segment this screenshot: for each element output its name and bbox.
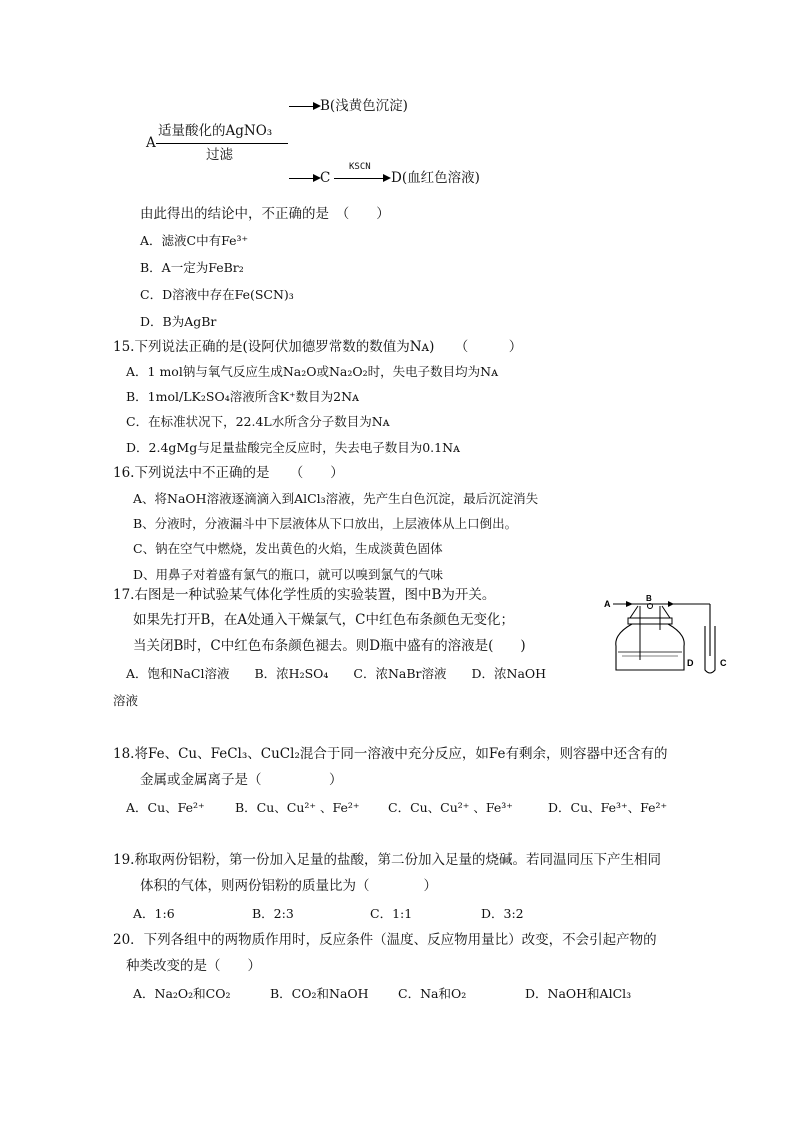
lower-arrow-2 [334,178,389,179]
q15-option-b: B．1mol/LK₂SO₄溶液所含K⁺数目为2Nᴀ [126,389,360,404]
q19-option-a: A．1:6 [133,906,175,921]
q20-option-c: C．Na和O₂ [398,986,467,1001]
q14-option-c: C．D溶液中存在Fe(SCN)₃ [140,287,294,302]
q18-line2: 金属或金属离子是（ ） [140,772,343,788]
q20-option-b: B．CO₂和NaOH [270,986,369,1001]
q20-line2: 种类改变的是（ ） [126,958,261,974]
fig-label-b: B [646,594,652,603]
scheme-fraction-line [156,143,288,144]
q16-option-d: D、用鼻子对着盛有氯气的瓶口，就可以嗅到氯气的气味 [133,567,444,582]
fig-label-c: C [720,658,727,668]
q17-options-wrap: 溶液 [113,693,139,708]
q14-option-d: D．B为AgBr [140,314,217,329]
q16-option-b: B、分液时，分液漏斗中下层液体从下口放出，上层液体从上口倒出。 [133,516,518,531]
q16-stem: 16.下列说法中不正确的是 （ ） [113,465,344,481]
q18-option-c: C．Cu、Cu²⁺ 、Fe³⁺ [388,800,513,815]
q19-line1: 19.称取两份铝粉，第一份加入足量的盐酸，第二份加入足量的烧碱。若同温同压下产生相同 [113,852,661,868]
gas-apparatus-figure [600,590,730,680]
q16-option-c: C、钠在空气中燃烧，发出黄色的火焰，生成淡黄色固体 [133,541,443,556]
fig-label-a: A [604,599,611,609]
q18-option-d: D．Cu、Fe³⁺、Fe²⁺ [548,800,668,815]
q16-option-a: A、将NaOH溶液逐滴滴入到AlCl₃溶液，先产生白色沉淀，最后沉淀消失 [133,491,539,506]
q14-stem: 由此得出的结论中，不正确的是 （ ） [140,206,390,222]
q18-option-b: B．Cu、Cu²⁺ 、Fe²⁺ [235,800,360,815]
scheme-reagent-top: 适量酸化的AgNO₃ [158,123,273,139]
q17-line2: 如果先打开B，在A处通入干燥氯气，C中红色布条颜色无变化； [133,612,514,628]
q15-option-c: C．在标准状况下，22.4L水所含分子数目为Nᴀ [126,414,390,429]
q20-option-a: A．Na₂O₂和CO₂ [133,986,231,1001]
scheme-reagent-bottom: 过滤 [206,147,233,163]
q20-line1: 20．下列各组中的两物质作用时，反应条件（温度、反应物用量比）改变，不会引起产物的 [113,932,657,948]
q14-option-b: B．A一定为FeBr₂ [140,260,244,275]
q17-line1: 17.右图是一种试验某气体化学性质的实验装置，图中B为开关。 [113,587,496,603]
lower-intermediate: C [320,170,331,186]
q19-option-d: D．3:2 [481,906,524,921]
q15-option-a: A．1 mol钠与氧气反应生成Na₂O或Na₂O₂时，失电子数目均为Nᴀ [126,364,499,379]
fig-label-d: D [687,658,694,668]
q14-option-a: A．滤液C中有Fe³⁺ [140,233,249,248]
q19-option-c: C．1:1 [370,906,413,921]
q17-options: A．饱和NaCl溶液 B．浓H₂SO₄ C．浓NaBr溶液 D．浓NaOH [126,666,547,681]
lower-reagent: KSCN [349,162,371,172]
q20-option-d: D．NaOH和AlCl₃ [525,986,632,1001]
q19-line2: 体积的气体，则两份铝粉的质量比为（ ） [140,878,437,894]
q18-line1: 18.将Fe、Cu、FeCl₃、CuCl₂混合于同一溶液中充分反应，如Fe有剩余，则容器中还含有的 [113,746,668,762]
q17-line3: 当关闭B时，C中红色布条颜色褪去。则D瓶中盛有的溶液是( ) [133,638,526,654]
scheme-start: A [146,135,156,151]
q15-option-d: D．2.4gMg与足量盐酸完全反应时，失去电子数目为0.1Nᴀ [126,440,461,455]
lower-product: D(血红色溶液) [391,170,480,186]
upper-product: B(浅黄色沉淀) [320,98,408,114]
q18-option-a: A．Cu、Fe²⁺ [126,800,205,815]
q15-stem: 15.下列说法正确的是(设阿伏加德罗常数的数值为Nᴀ) （ ） [113,339,523,355]
q19-option-b: B．2:3 [252,906,294,921]
lower-arrow-1 [289,178,319,179]
upper-arrow [289,106,319,107]
